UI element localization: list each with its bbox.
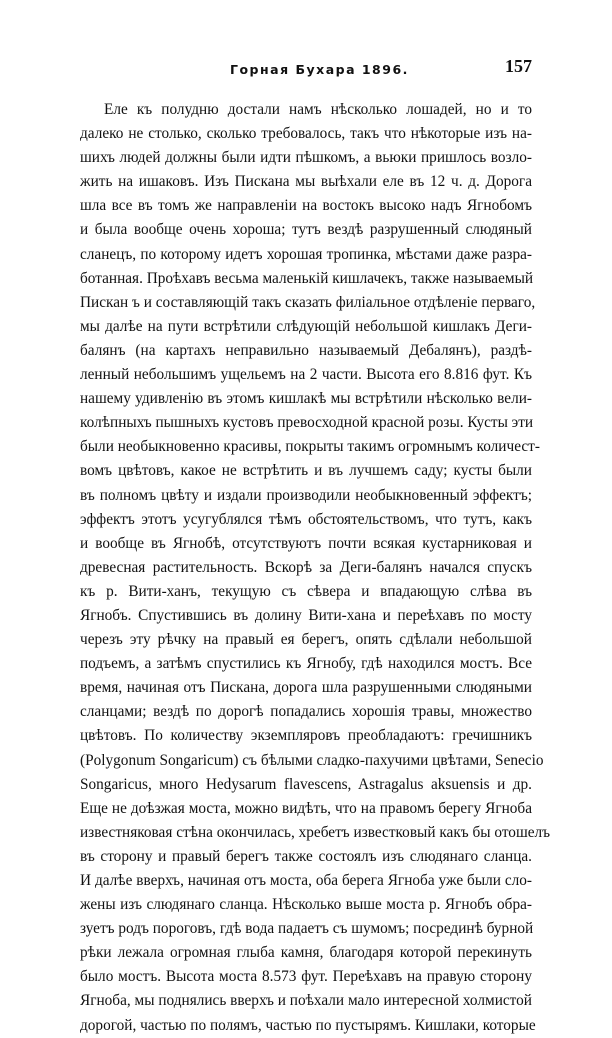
- text-line: колѣпныхъ пышныхъ кустовъ превосходной красной розы. Кусты эти: [80, 414, 534, 432]
- text-line: эффектъ этотъ усугублялся тѣмъ обстоятельствомъ, что тутъ, какъ: [80, 510, 532, 528]
- running-title: Горная Бухара 1896.: [230, 62, 409, 77]
- text-line: подъемъ, а затѣмъ спустились къ Ягнобу, гдѣ находился мостъ. Все: [80, 655, 532, 673]
- text-line: дорогой, частью по полямъ, частью по пустырямъ. Кишлаки, которые: [80, 1016, 536, 1034]
- text-line: Еле къ полудню достали намъ нѣсколько лошадей, но и то: [104, 101, 532, 118]
- text-line: цвѣтовъ. По количеству экземпляровъ преобладаютъ: гречишникъ: [80, 727, 532, 745]
- text-line: балянъ (на картахъ неправильно называемый Дебалянъ), раздѣ-: [80, 341, 532, 359]
- text-line: Еще не доѣзжая моста, можно видѣть, что на правомъ берегу Ягноба: [80, 799, 532, 817]
- text-line: зуетъ родъ пороговъ, гдѣ вода падаетъ съ шумомъ; посрединѣ бурной: [80, 920, 534, 938]
- text-line: Ягноба, мы поднялись вверхъ и поѣхали мало интересной холмистой: [80, 992, 532, 1010]
- text-line: нашему удивленію въ этомъ кишлакѣ мы встрѣтили нѣсколько вели-: [80, 390, 532, 408]
- text-line: древесная растительность. Вскорѣ за Деги-балянъ начался спускъ: [80, 558, 532, 576]
- text-line: мы далѣе на пути встрѣтили слѣдующій небольшой кишлакъ Деги-: [80, 317, 532, 335]
- text-line: было мостъ. Высота моста 8.573 фут. Переѣхавъ на правую сторону: [80, 968, 532, 986]
- text-line: и вообще въ Ягнобѣ, отсутствуютъ почти всякая кустарниковая и: [80, 534, 532, 552]
- text-line: (Polygonum Songaricum) съ бѣлыми сладко-пахучими цвѣтами, Senecio: [80, 751, 544, 769]
- page-header: [0, 56, 612, 84]
- text-line: жить на ишаковъ. Изъ Пискана мы выѣхали еле въ 12 ч. д. Дорога: [80, 173, 532, 191]
- text-line: были необыкновенно красивы, покрыты такимъ огромнымъ количест-: [80, 438, 540, 456]
- text-line: сланцами; вездѣ по дорогѣ попадались хорошія травы, множество: [80, 703, 532, 721]
- text-line: ленный небольшимъ ущельемъ на 2 части. Высота его 8.816 фут. Къ: [80, 366, 532, 384]
- text-line: далеко не столько, сколько требовалось, такъ что нѣкоторые изъ на-: [80, 125, 532, 143]
- text-line: ботанная. Проѣхавъ весьма маленькій кишлачекъ, также называемый: [80, 269, 534, 287]
- page-number: 157: [505, 56, 532, 76]
- text-line: сланецъ, по которому идетъ хорошая тропинка, мѣстами даже разра-: [80, 245, 532, 263]
- text-line: Пискан ъ и составляющій такъ сказать филіальное отдѣленіе перваго,: [80, 293, 536, 311]
- text-line: къ р. Вити-ханъ, текущую съ сѣвера и впадающую слѣва въ: [80, 582, 532, 600]
- text-line: жены изъ слюдянаго сланца. Нѣсколько выше моста р. Ягнобъ обра-: [80, 896, 532, 914]
- text-line: рѣки лежала огромная глыба камня, благодаря которой перекинуть: [80, 944, 532, 962]
- text-line: известняковая стѣна окончилась, хребетъ известковый какъ бы отошелъ: [80, 823, 551, 841]
- text-line: вомъ цвѣтовъ, какое не встрѣтить и въ лучшемъ саду; кусты были: [80, 462, 532, 480]
- text-line: черезъ эту рѣчку на правый ея берегъ, опять сдѣлали небольшой: [80, 631, 532, 649]
- text-line: Ягнобъ. Спустившись въ долину Вити-хана и переѣхавъ по мосту: [80, 606, 532, 624]
- text-line: время, начиная отъ Пискана, дорога шла разрушенными слюдяными: [80, 679, 532, 697]
- body-text: [80, 98, 551, 1038]
- text-line: шихъ людей должны были идти пѣшкомъ, а вьюки пришлось возло-: [80, 149, 532, 167]
- text-line: въ сторону и правый берегъ также состоялъ изъ слюдянаго сланца.: [80, 847, 532, 865]
- text-line: и была вообще очень хороша; тутъ вездѣ разрушенный слюдяный: [80, 221, 532, 239]
- text-line: шла все въ томъ же направленіи на востокъ высоко надъ Ягнобомъ: [80, 197, 532, 215]
- text-line: въ полномъ цвѣту и издали производили необыкновенный эффектъ;: [80, 486, 532, 504]
- text-line: Songaricus, много Hedysarum flavescens, Astragalus aksuensis и др.: [80, 775, 532, 793]
- text-line: И далѣе вверхъ, начиная отъ моста, оба берега Ягноба уже были сло-: [80, 872, 532, 889]
